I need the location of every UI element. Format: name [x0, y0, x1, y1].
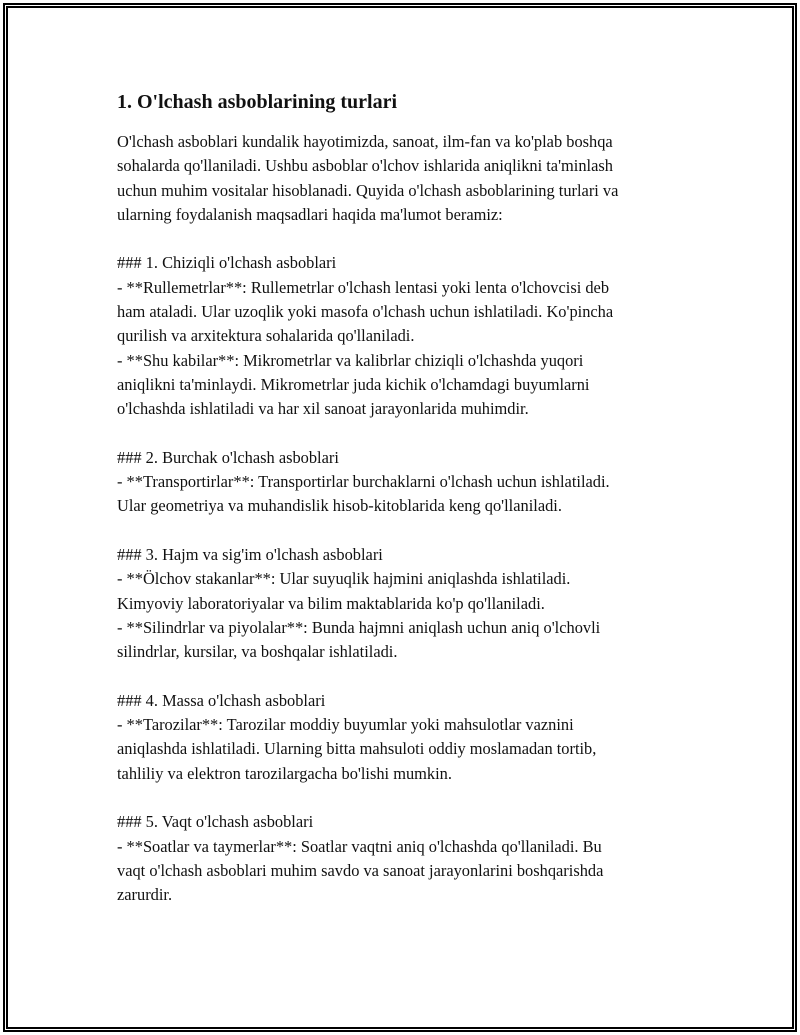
section-heading: 1. O'lchash asboblarining turlari [117, 91, 398, 113]
text-line: - **Silindrlar va piyolalar**: Bunda hajmni aniqlash uchun aniq o'lchovli [117, 617, 601, 637]
text-line: silindrlar, kursilar, va boshqalar ishlatiladi. [117, 642, 398, 662]
text-line: - **Shu kabilar**: Mikrometrlar va kalibrlar chiziqli o'lchashda yuqori [117, 350, 584, 370]
time-instruments-paragraph [117, 810, 697, 907]
subheading-line: ### 4. Massa o'lchash asboblari [117, 690, 326, 710]
text-line: ham ataladi. Ular uzoqlik yoki masofa o'lchash uchun ishlatiladi. Ko'pincha [117, 302, 614, 322]
text-line: tahliliy va elektron tarozilargacha bo'lishi mumkin. [117, 763, 452, 783]
document-body [117, 88, 697, 932]
text-line: O'lchash asboblari kundalik hayotimizda, sanoat, ilm-fan va ko'plab boshqa [117, 132, 613, 151]
text-line: - **Tarozilar**: Tarozilar moddiy buyumlar yoki mahsulotlar vaznini [117, 715, 574, 735]
text-line: sohalarda qo'llaniladi. Ushbu asboblar o'lchov ishlarida aniqlikni ta'minlash [117, 156, 613, 176]
text-line: - **Soatlar va taymerlar**: Soatlar vaqtni aniq o'lchashda qo'llaniladi. Bu [117, 836, 602, 856]
intro-paragraph [117, 130, 697, 227]
text-line: Kimyoviy laboratoriyalar va bilim maktablarida ko'p qo'llaniladi. [117, 593, 545, 613]
linear-instruments-paragraph [117, 251, 697, 421]
subheading-line: ### 2. Burchak o'lchash asboblari [117, 447, 339, 467]
mass-instruments-paragraph [117, 689, 697, 786]
text-line: qurilish va arxitektura sohalarida qo'llaniladi. [117, 326, 415, 346]
text-line: aniqlikni ta'minlaydi. Mikrometrlar juda kichik o'lchamdagi buyumlarni [117, 374, 590, 394]
text-line: vaqt o'lchash asboblari muhim savdo va sanoat jarayonlarini boshqarishda [117, 860, 604, 880]
subheading-line: ### 5. Vaqt o'lchash asboblari [117, 812, 314, 832]
subheading-line: ### 3. Hajm va sig'im o'lchash asboblari [117, 545, 383, 565]
text-line: aniqlashda ishlatiladi. Ularning bitta mahsuloti oddiy moslamadan tortib, [117, 739, 597, 759]
text-line: - **Rullemetrlar**: Rullemetrlar o'lchash lentasi yoki lenta o'lchovcisi deb [117, 277, 610, 297]
subheading-line: ### 1. Chiziqli o'lchash asboblari [117, 253, 337, 273]
text-line: Ular geometriya va muhandislik hisob-kitoblarida keng qo'llaniladi. [117, 496, 562, 516]
text-line: ularning foydalanish maqsadlari haqida ma'lumot beramiz: [117, 204, 503, 224]
text-line: o'lchashda ishlatiladi va har xil sanoat jarayonlarida muhimdir. [117, 399, 529, 419]
text-line: - **Ölchov stakanlar**: Ular suyuqlik hajmini aniqlashda ishlatiladi. [117, 569, 571, 589]
text-line: zarurdir. [117, 885, 173, 905]
volume-instruments-paragraph [117, 543, 697, 664]
text-line: uchun muhim vositalar hisoblanadi. Quyida o'lchash asboblarining turlari va [117, 180, 619, 200]
angle-instruments-paragraph [117, 446, 697, 519]
text-line: - **Transportirlar**: Transportirlar burchaklarni o'lchash uchun ishlatiladi. [117, 472, 610, 492]
